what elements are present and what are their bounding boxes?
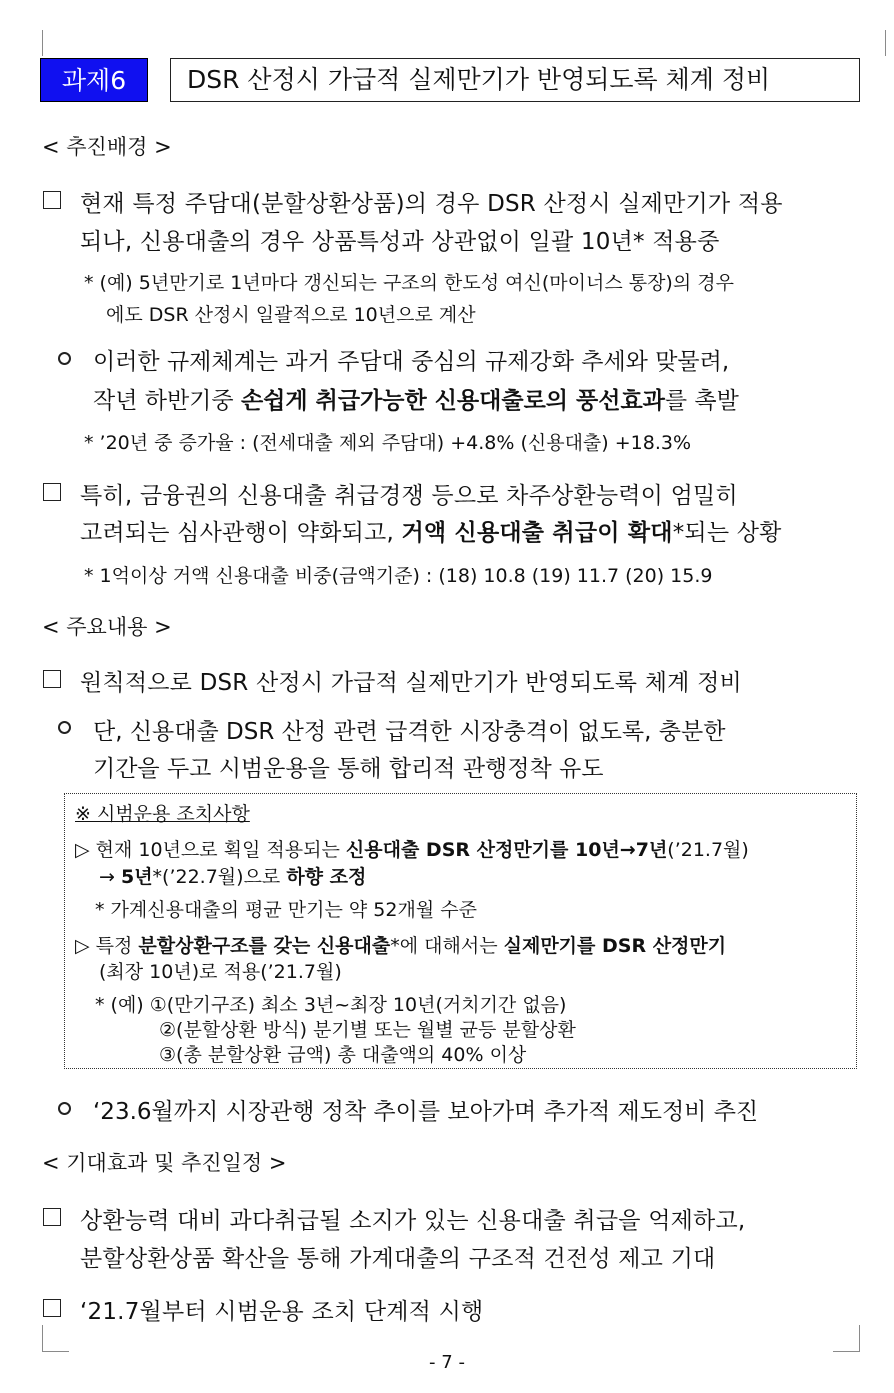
background-para3-line2	[80, 514, 782, 547]
background-para2-line1: 이러한 규제체계는 과거 주담대 중심의 규제강화 추세와 맞물려,	[93, 349, 730, 375]
emphasis-text: 실제만기를 DSR 산정만기	[503, 935, 727, 957]
emphasis-text: 신용대출 DSR 산정만기를 10년→7년	[345, 839, 668, 861]
box-item2-note2: ②(분할상환 방식) 분기별 또는 월별 균등 분할상환	[159, 1019, 576, 1041]
crop-mark-bottom-left	[42, 1325, 69, 1352]
content-para2-line1: 단, 신용대출 DSR 산정 관련 급격한 시장충격이 없도록, 충분한	[93, 719, 726, 745]
background-para1-note-line2: 에도 DSR 산정시 일괄적으로 10년으로 계산	[106, 304, 476, 326]
square-bullet-icon	[43, 670, 61, 688]
box-item2-note3: ③(총 분할상환 금액) 총 대출액의 40% 이상	[159, 1044, 527, 1066]
emphasis-text: 분할상환구조를 갖는 신용대출	[138, 935, 391, 957]
square-bullet-icon	[43, 191, 61, 209]
content-para2-line2: 기간을 두고 시범운용을 통해 합리적 관행정착 유도	[93, 756, 604, 782]
circle-bullet-icon	[58, 352, 71, 365]
background-para3-line1: 특히, 금융권의 신용대출 취급경쟁 등으로 차주상환능력이 엄밀히	[80, 483, 738, 509]
box-title: ※ 시범운용 조치사항	[75, 803, 250, 825]
effects-para1-line1: 상환능력 대비 과다취급될 소지가 있는 신용대출 취급을 억제하고,	[80, 1208, 746, 1234]
text-segment: ▷ 현재 10년으로 획일 적용되는	[75, 839, 346, 861]
pilot-measures-box	[64, 793, 857, 1069]
box-item2-line1	[75, 931, 726, 958]
background-para1-note-line1: * (예) 5년만기로 1년마다 갱신되는 구조의 한도성 여신(마이너스 통장)의 경우	[84, 272, 734, 294]
emphasis-text: 하향 조정	[286, 866, 367, 888]
section-heading-effects: < 기대효과 및 추진일정 >	[42, 1151, 287, 1175]
text-segment: 를 촉발	[664, 388, 739, 414]
content-para3: ‘23.6월까지 시장관행 정착 추이를 보아가며 추가적 제도정비 추진	[93, 1099, 759, 1125]
box-item2-line2: (최장 10년)로 적용(’21.7월)	[99, 961, 342, 983]
effects-para2: ‘21.7월부터 시범운용 조치 단계적 시행	[80, 1299, 484, 1325]
box-item1-line1	[75, 835, 749, 862]
background-para3-note: * 1억이상 거액 신용대출 비중(금액기준) : (18) 10.8 (19) 11.7 (20) 15.9	[84, 565, 713, 587]
content-para1: 원칙적으로 DSR 산정시 가급적 실제만기가 반영되도록 체계 정비	[80, 670, 742, 696]
crop-mark-top-right	[859, 30, 886, 56]
crop-mark-bottom-right	[833, 1325, 860, 1352]
emphasis-text: 손쉽게 취급가능한 신용대출로의 풍선효과	[240, 388, 665, 414]
text-segment: *에 대해서는	[390, 935, 504, 957]
box-item1-note: * 가계신용대출의 평균 만기는 약 52개월 수준	[95, 899, 477, 921]
text-segment: (’21.7월)	[667, 839, 749, 861]
page-number: - 7 -	[429, 1352, 465, 1373]
circle-bullet-icon	[58, 721, 71, 734]
background-para2-note: * ’20년 중 증가율 : (전세대출 제외 주담대) +4.8% (신용대출) +18.3%	[84, 432, 692, 454]
box-item2-note1: * (예) ①(만기구조) 최소 3년~최장 10년(거치기간 없음)	[95, 994, 567, 1016]
section-heading-content: < 주요내용 >	[42, 615, 172, 639]
text-segment: →	[99, 866, 121, 888]
square-bullet-icon	[43, 1299, 61, 1317]
text-segment: 작년 하반기중	[93, 388, 241, 414]
section-heading-background: < 추진배경 >	[42, 135, 172, 159]
background-para1-line1: 현재 특정 주담대(분할상환상품)의 경우 DSR 산정시 실제만기가 적용	[80, 191, 783, 217]
box-item1-line2	[99, 862, 366, 889]
emphasis-text: 5년	[120, 866, 153, 888]
task-title: DSR 산정시 가급적 실제만기가 반영되도록 체계 정비	[170, 58, 860, 102]
crop-mark-top-left	[42, 30, 69, 56]
task-badge: 과제6	[40, 58, 148, 102]
emphasis-text: 거액 신용대출 취급이 확대	[401, 520, 673, 546]
text-segment: *되는 상황	[672, 520, 782, 546]
text-segment: *(’22.7월)으로	[152, 866, 287, 888]
text-segment: ▷ 특정	[75, 935, 139, 957]
square-bullet-icon	[43, 483, 61, 501]
text-segment: 고려되는 심사관행이 약화되고,	[80, 520, 402, 546]
background-para1-line2: 되나, 신용대출의 경우 상품특성과 상관없이 일괄 10년* 적용중	[80, 229, 720, 255]
square-bullet-icon	[43, 1208, 61, 1226]
background-para2-line2	[93, 382, 739, 415]
circle-bullet-icon	[58, 1102, 71, 1115]
effects-para1-line2: 분할상환상품 확산을 통해 가계대출의 구조적 건전성 제고 기대	[80, 1246, 716, 1272]
